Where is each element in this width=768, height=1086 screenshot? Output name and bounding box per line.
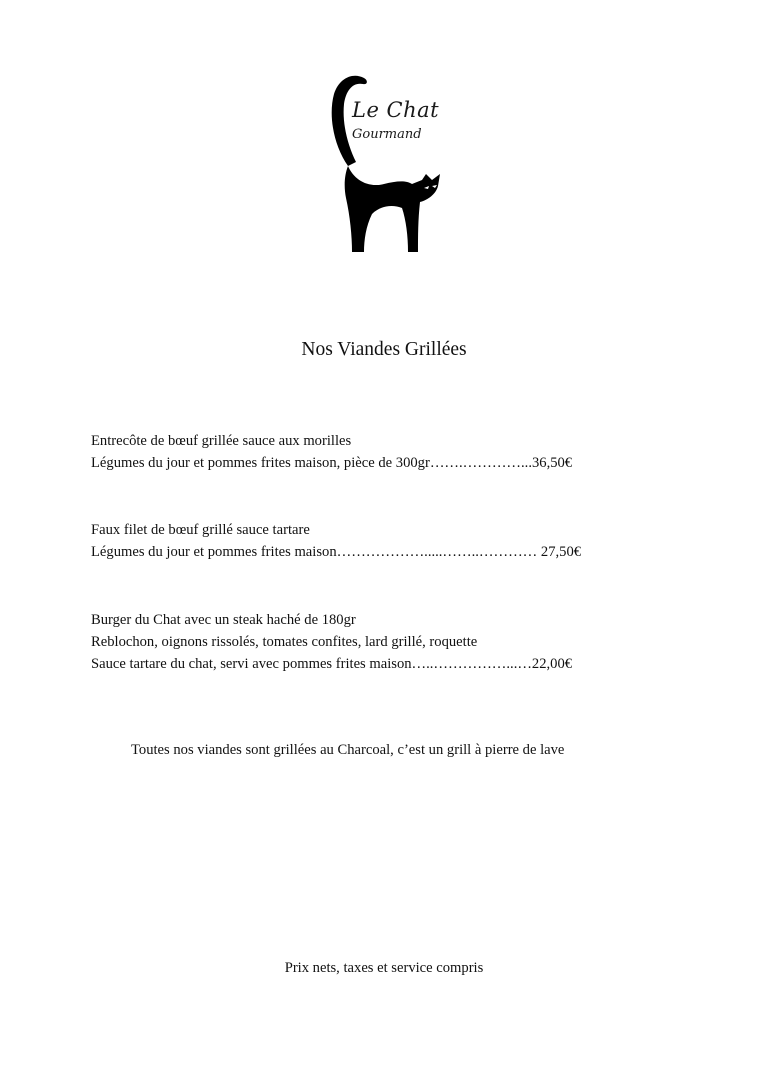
menu-item-burger <box>91 609 572 675</box>
menu-item-faux-filet <box>91 519 581 563</box>
menu-item-detail-price: Légumes du jour et pommes frites maison, pièce de 300gr…….…………...36,50€ <box>91 455 573 471</box>
logo-text-line1: Le Chat <box>352 98 440 122</box>
price-footer: Prix nets, taxes et service compris <box>284 960 484 976</box>
grill-note: Toutes nos viandes sont grillées au Charcoal, c’est un grill à pierre de lave <box>131 742 565 758</box>
menu-item-name: Faux filet de bœuf grillé sauce tartare <box>91 522 310 538</box>
menu-item-name: Entrecôte de bœuf grillée sauce aux morilles <box>91 433 352 449</box>
menu-item-name: Burger du Chat avec un steak haché de 180gr <box>91 612 356 628</box>
logo-text-line2: Gourmand <box>352 127 422 142</box>
page-title: Nos Viandes Grillées <box>301 339 467 360</box>
menu-item-entrecote <box>91 430 572 474</box>
menu-item-detail-price: Légumes du jour et pommes frites maison……………….....……..………… 27,50€ <box>91 544 582 560</box>
menu-item-detail-price: Sauce tartare du chat, servi avec pommes frites maison…..……………...…22,00€ <box>91 656 573 672</box>
menu-item-detail: Reblochon, oignons rissolés, tomates confites, lard grillé, roquette <box>91 634 478 650</box>
